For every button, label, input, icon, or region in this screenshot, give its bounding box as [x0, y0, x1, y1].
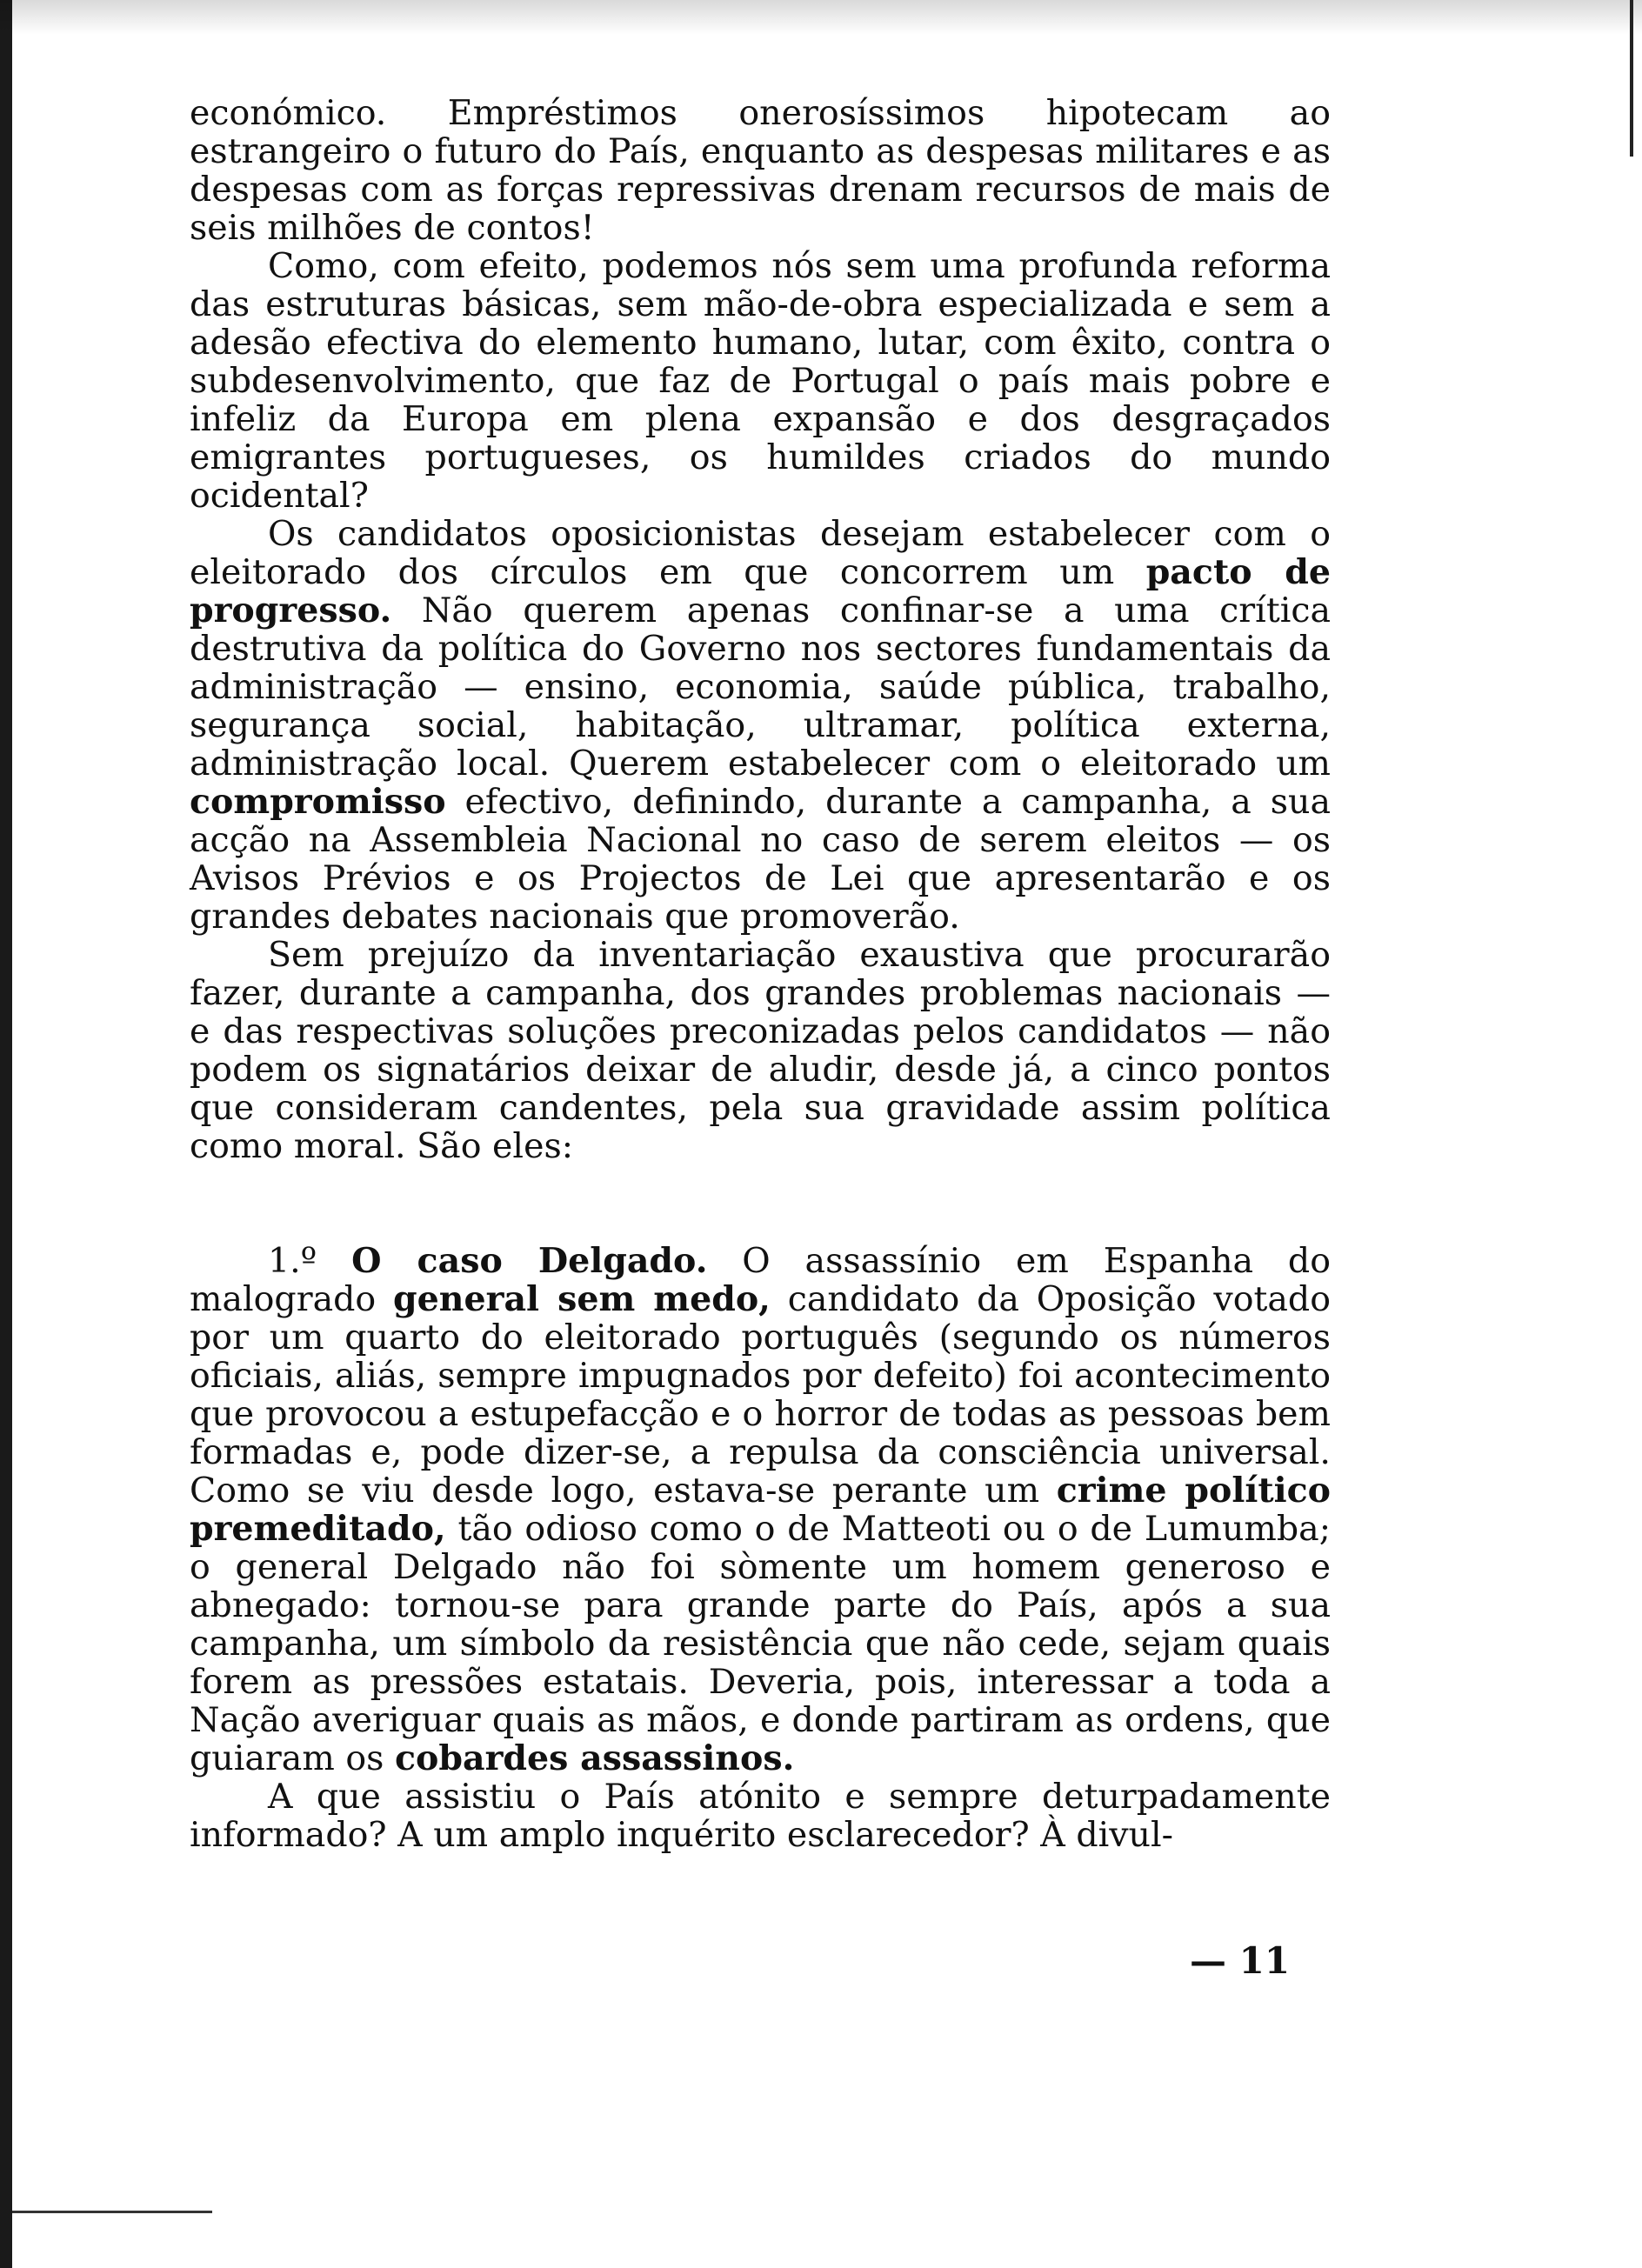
paragraph — [190, 1778, 1331, 1854]
paragraph — [190, 94, 1331, 247]
text-run: Sem prejuízo da inventariação exaustiva que procurarão fazer, durante a campanha, dos grandes problemas nacionais — e das respectivas soluções preconizadas pelos candidatos — não podem os signatários deixar de aludir, desde já, a cinco pontos que consideram candentes, pela sua gravidade assim política como moral. São eles: — [190, 935, 1331, 1166]
bold-text: pacto de progresso. — [190, 552, 1332, 630]
paragraph — [190, 247, 1331, 515]
text-run: tão odioso como o de Matteoti ou o de Lumumba; o general Delgado não foi sòmente um homem generoso e abnegado: tornou-se para grande parte do País, após a sua campanha, um símbolo da resistência que não cede, sejam quais forem as pressões estatais. Deveria, pois, interessar a toda a Nação averiguar quais as mãos, e donde partiram as ordens, que guiaram os — [190, 1509, 1331, 1778]
scan-edge-top — [0, 0, 1642, 35]
bold-text: compromisso — [190, 782, 446, 822]
page-number: — 11 — [1190, 1939, 1291, 1982]
scan-line-bottom — [12, 2211, 212, 2213]
paragraph — [190, 936, 1331, 1165]
bold-text: O caso Delgado. — [351, 1241, 708, 1281]
text-run: Não querem apenas confinar-se a uma crítica destrutiva da política do Governo nos sectores fundamentais da administração — ensino, economia, saúde pública, trabalho, segurança social, habitação, ultramar, política externa, administração local. Querem estabelecer com o eleitorado um — [190, 590, 1331, 784]
paragraph — [190, 515, 1331, 936]
scan-edge-right — [1630, 0, 1633, 157]
text-run: Como, com efeito, podemos nós sem uma profunda reforma das estruturas básicas, sem mão-de-obra especializada e sem a adesão efectiva do elemento humano, lutar, com êxito, contra o subdesenvolvimento, que faz de Portugal o país mais pobre e infeliz da Europa em plena expansão e dos desgraçados emigrantes portugueses, os humildes criados do mundo ocidental? — [190, 246, 1331, 516]
bold-text: crime político premeditado, — [190, 1471, 1331, 1549]
text-run: económico. Empréstimos onerosíssimos hipotecam ao estrangeiro o futuro do País, enquanto as despesas militares e as despesas com as forças repressivas drenam recursos de mais de seis milhões de contos! — [190, 93, 1331, 248]
page-body — [190, 94, 1331, 1854]
bold-text: cobardes assassinos. — [394, 1738, 795, 1778]
bold-text: general sem medo, — [393, 1279, 771, 1319]
text-run: Os candidatos oposicionistas desejam estabelecer com o eleitorado dos círculos em que concorrem um — [190, 514, 1331, 592]
section-paragraph — [190, 1242, 1331, 1778]
text-run: efectivo, definindo, durante a campanha, a sua acção na Assembleia Nacional no caso de serem eleitos — os Avisos Prévios e os Projectos de Lei que apresentarão e os grandes debates nacionais que promoverão. — [190, 782, 1331, 937]
text-run: O assassínio em Espanha do malogrado — [190, 1241, 1331, 1319]
scan-edge-left — [0, 0, 12, 2268]
text-run: A que assistiu o País atónito e sempre deturpadamente informado? A um amplo inquérito esclarecedor? À divul- — [190, 1777, 1331, 1855]
text-run: 1.º — [268, 1241, 352, 1281]
text-run: candidato da Oposição votado por um quarto do eleitorado português (segundo os números oficiais, aliás, sempre impugnados por defeito) foi acontecimento que provocou a estupefacção e o horror de todas as pessoas bem formadas e, pode dizer-se, a repulsa da consciência universal. Como se viu desde logo, estava-se perante um — [190, 1279, 1331, 1511]
